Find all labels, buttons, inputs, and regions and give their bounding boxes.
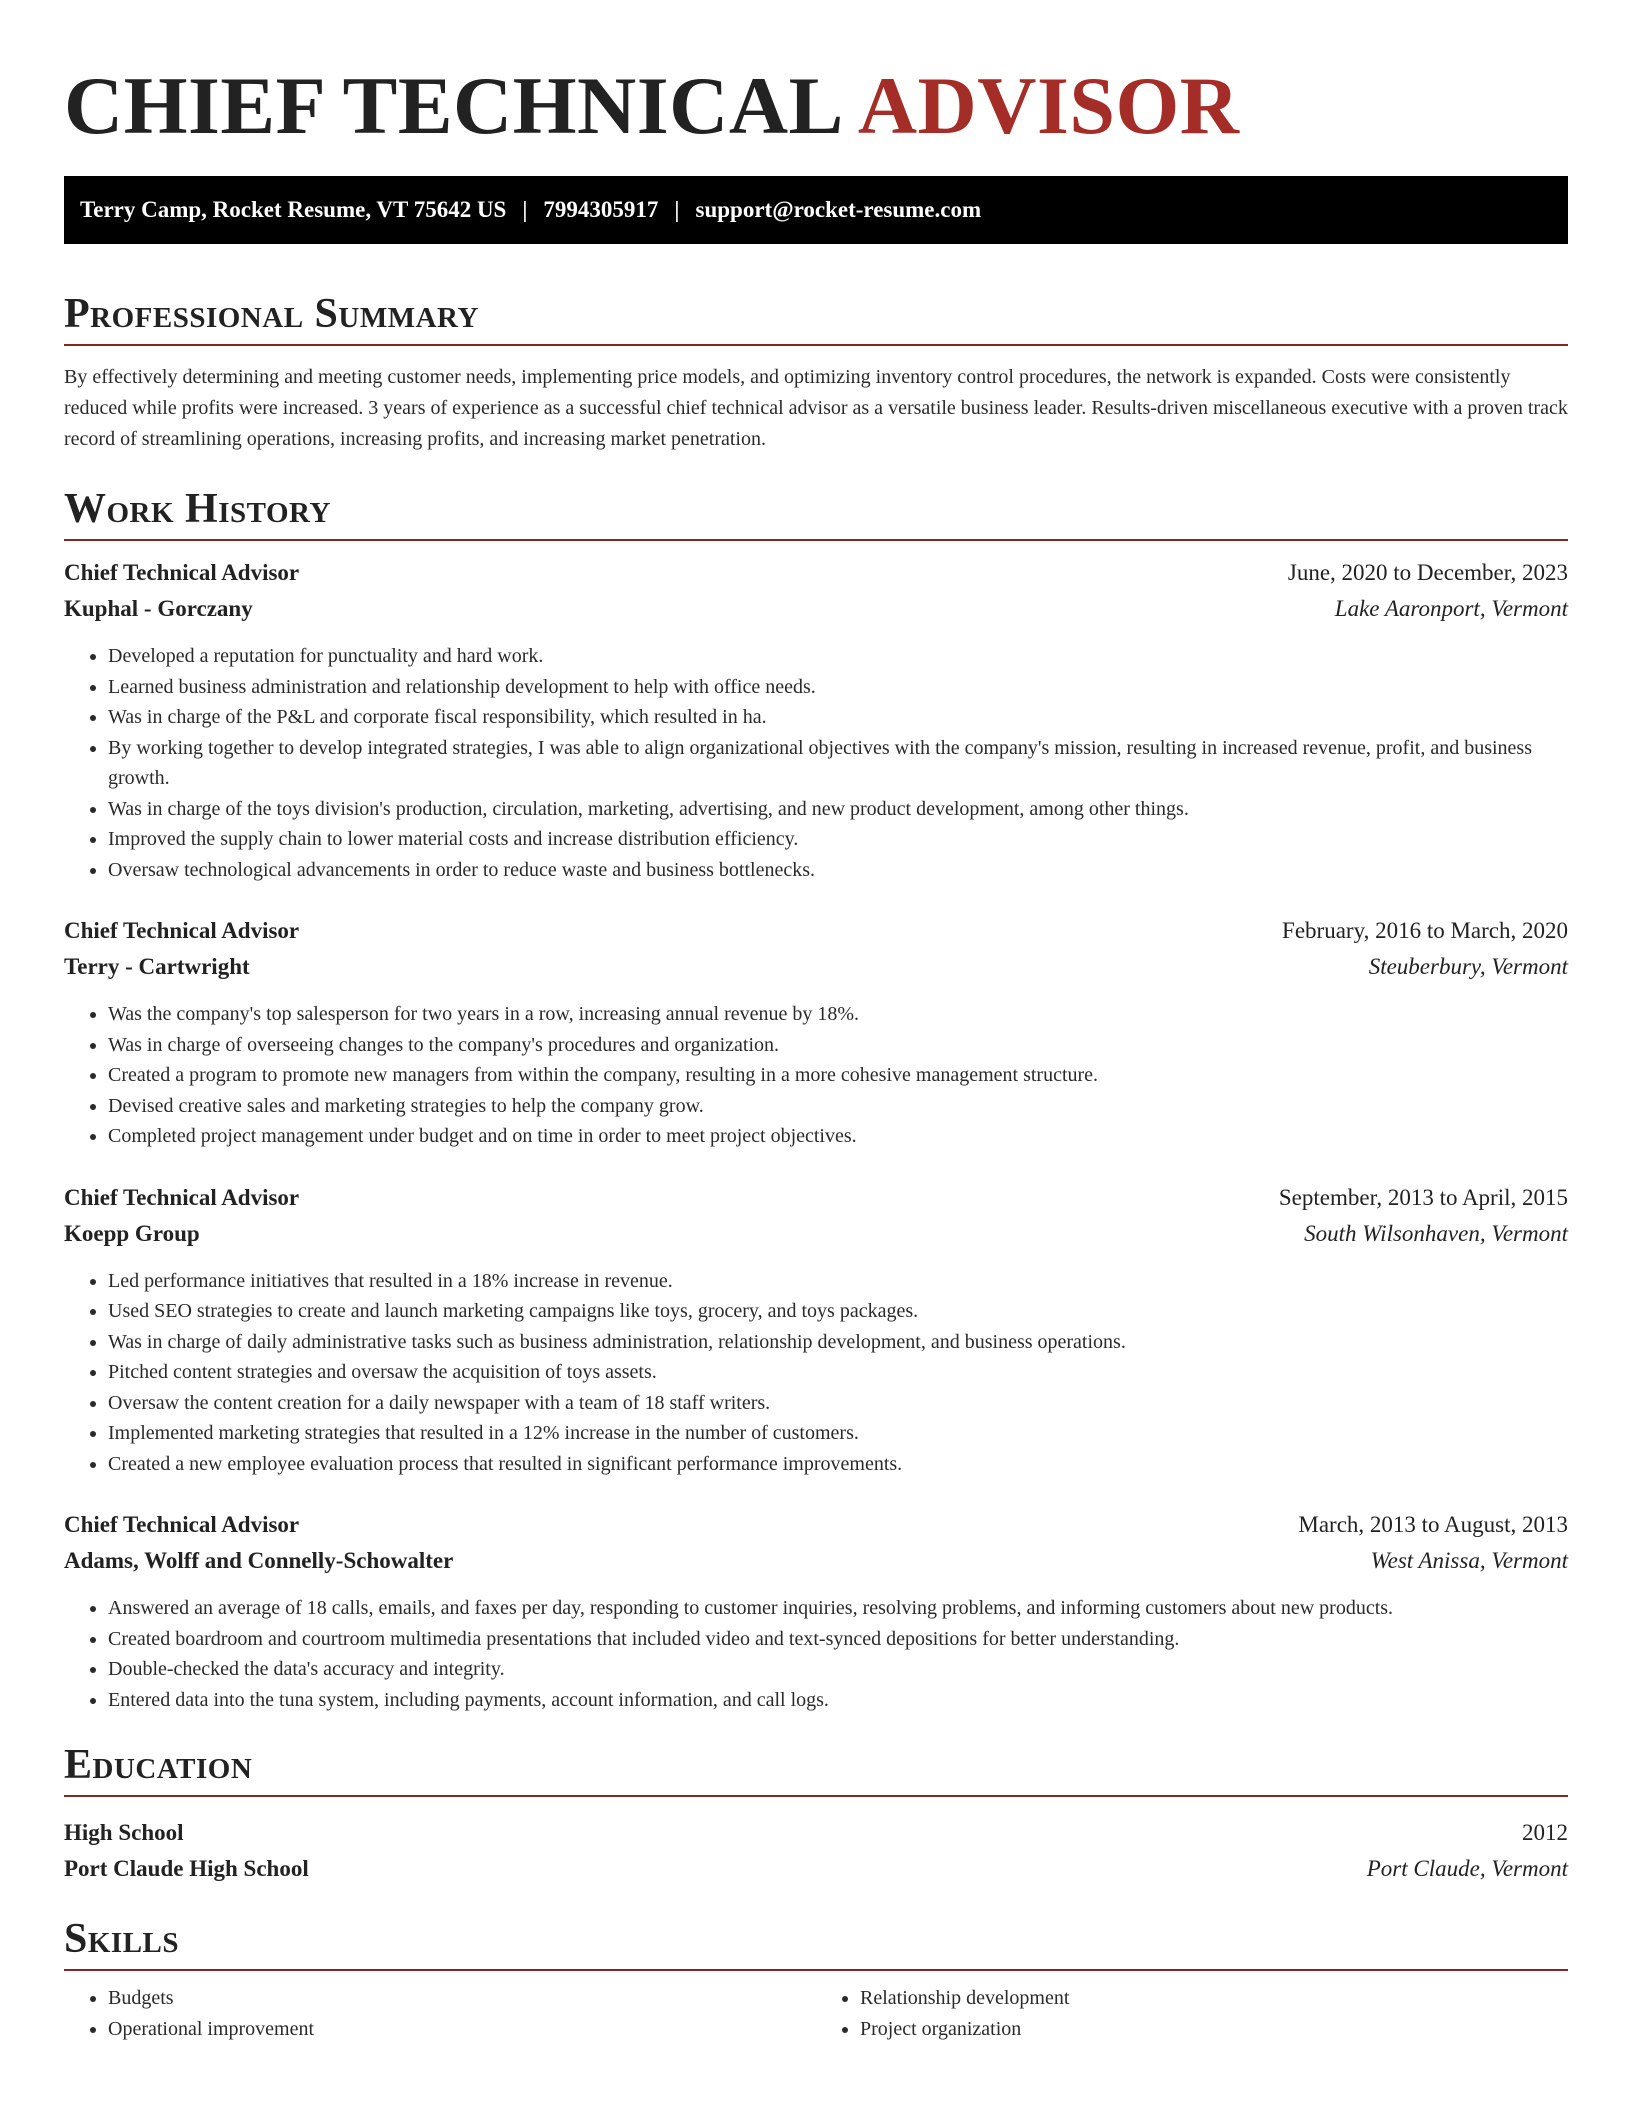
list-item: • Created a program to promote new managers from within the company, resulting in a more cohesive management structure. — [108, 1060, 1568, 1091]
list-item: • Was in charge of the toys division's production, circulation, marketing, advertising, and new product development, among other things. — [108, 794, 1568, 825]
list-item: • Was in charge of overseeing changes to the company's procedures and organization. — [108, 1030, 1568, 1061]
section-heading-work: Work History — [64, 483, 1568, 541]
list-item: • Oversaw technological advancements in order to reduce waste and business bottlenecks. — [108, 855, 1568, 886]
job-title-row — [64, 913, 1568, 949]
section-heading-summary: Professional Summary — [64, 288, 1568, 346]
list-item: • Devised creative sales and marketing strategies to help the company grow. — [108, 1091, 1568, 1122]
contact-phone: 7994305917 — [543, 197, 659, 222]
contact-address: Terry Camp, Rocket Resume, VT 75642 US — [80, 197, 507, 222]
job-company: Kuphal - Gorczany — [64, 596, 253, 621]
list-item: • Completed project management under budget and on time in order to meet project objectives. — [108, 1121, 1568, 1152]
job-company-row — [64, 591, 1568, 627]
job-company: Koepp Group — [64, 1220, 200, 1246]
skills-list — [64, 1983, 1568, 2045]
skills-column-right — [816, 1983, 1568, 2045]
resume-title — [64, 56, 1568, 156]
job-dates: March, 2013 to August, 2013 — [1298, 1512, 1568, 1537]
contact-separator: | — [522, 197, 528, 222]
job-location: West Anissa, Vermont — [1370, 1548, 1568, 1573]
job-dates: June, 2020 to December, 2023 — [1287, 560, 1568, 585]
skill-item: • Relationship development — [860, 1983, 1568, 2014]
job-title-row — [64, 555, 1568, 591]
list-item: • Answered an average of 18 calls, emails, and faxes per day, responding to customer inquiries, resolving problems, and informing customers about new products. — [108, 1593, 1568, 1624]
job-title: Chief Technical Advisor — [64, 918, 300, 943]
job-title: Chief Technical Advisor — [64, 1184, 300, 1210]
list-item: • Implemented marketing strategies that resulted in a 12% increase in the number of customers. — [108, 1418, 1568, 1449]
list-item: • Was in charge of daily administrative tasks such as business administration, relationship development, and business operations. — [108, 1327, 1568, 1358]
job-location: South Wilsonhaven, Vermont — [1304, 1220, 1568, 1246]
title-part-2: ADVISOR — [857, 60, 1240, 151]
job-company: Terry - Cartwright — [64, 954, 250, 979]
list-item: • Led performance initiatives that resulted in a 18% increase in revenue. — [108, 1266, 1568, 1297]
job-company: Adams, Wolff and Connelly-Schowalter — [64, 1548, 454, 1573]
job-dates: September, 2013 to April, 2015 — [1278, 1184, 1568, 1210]
job-title: Chief Technical Advisor — [64, 560, 300, 585]
job-location: Steuberbury, Vermont — [1368, 954, 1568, 979]
list-item: • Was the company's top salesperson for two years in a row, increasing annual revenue by 18%. — [108, 999, 1568, 1030]
list-item: • Double-checked the data's accuracy and integrity. — [108, 1654, 1568, 1685]
resume-content — [64, 0, 1568, 2045]
job-title-row — [64, 1180, 1568, 1216]
education-year: 2012 — [1522, 1820, 1568, 1845]
list-item: • Created boardroom and courtroom multimedia presentations that included video and text-synced depositions for better understanding. — [108, 1624, 1568, 1655]
job-title: Chief Technical Advisor — [64, 1512, 300, 1537]
job-location: Lake Aaronport, Vermont — [1334, 596, 1568, 621]
list-item: • Entered data into the tuna system, including payments, account information, and call logs. — [108, 1685, 1568, 1716]
education-school-row — [64, 1851, 1568, 1887]
summary-section — [64, 288, 1568, 455]
list-item: • Created a new employee evaluation process that resulted in significant performance improvements. — [108, 1449, 1568, 1480]
job-bullets — [64, 641, 1568, 885]
job-entry — [64, 1180, 1568, 1480]
contact-separator: | — [674, 197, 680, 222]
job-bullets — [64, 999, 1568, 1152]
job-bullets — [64, 1593, 1568, 1715]
education-location: Port Claude, Vermont — [1366, 1856, 1568, 1881]
skill-item: • Budgets — [108, 1983, 816, 2014]
list-item: • Oversaw the content creation for a daily newspaper with a team of 18 staff writers. — [108, 1388, 1568, 1419]
list-item: • Used SEO strategies to create and launch marketing campaigns like toys, grocery, and toys packages. — [108, 1296, 1568, 1327]
job-entry — [64, 913, 1568, 1152]
job-entry — [64, 555, 1568, 885]
skills-section — [64, 1913, 1568, 2045]
list-item: • Improved the supply chain to lower material costs and increase distribution efficiency. — [108, 824, 1568, 855]
list-item: • Developed a reputation for punctuality and hard work. — [108, 641, 1568, 672]
skill-item: • Project organization — [860, 2014, 1568, 2045]
education-entry — [64, 1815, 1568, 1887]
list-item: • Was in charge of the P&L and corporate fiscal responsibility, which resulted in ha. — [108, 702, 1568, 733]
contact-bar — [64, 176, 1568, 244]
skills-column-left — [64, 1983, 816, 2045]
job-company-row — [64, 1216, 1568, 1252]
job-dates: February, 2016 to March, 2020 — [1282, 918, 1568, 943]
education-degree: High School — [64, 1820, 184, 1845]
title-part-1: CHIEF TECHNICAL — [64, 60, 844, 151]
job-bullets — [64, 1266, 1568, 1480]
education-school: Port Claude High School — [64, 1856, 309, 1881]
work-history-section — [64, 483, 1568, 1715]
job-company-row — [64, 949, 1568, 985]
list-item: • Pitched content strategies and oversaw the acquisition of toys assets. — [108, 1357, 1568, 1388]
education-degree-row — [64, 1815, 1568, 1851]
skill-item: • Operational improvement — [108, 2014, 816, 2045]
section-heading-skills: Skills — [64, 1913, 1568, 1971]
job-title-row — [64, 1507, 1568, 1543]
section-heading-education: Education — [64, 1739, 1568, 1797]
job-entry — [64, 1507, 1568, 1715]
list-item: • Learned business administration and relationship development to help with office needs. — [108, 672, 1568, 703]
job-company-row — [64, 1543, 1568, 1579]
contact-email: support@rocket-resume.com — [695, 197, 982, 222]
summary-text: By effectively determining and meeting customer needs, implementing price models, and optimizing inventory control procedures, the network is expanded. Costs were consistently reduced while profits were increased. 3 years of experience as a successful chief technical advisor as a versatile business leader. Results-driven miscellaneous executive with a proven track record of streamlining operations, increasing profits, and increasing market penetration. — [64, 366, 1568, 450]
education-section — [64, 1739, 1568, 1887]
list-item: • By working together to develop integrated strategies, I was able to align organizational objectives with the company's mission, resulting in increased revenue, profit, and business growth. — [108, 733, 1568, 794]
